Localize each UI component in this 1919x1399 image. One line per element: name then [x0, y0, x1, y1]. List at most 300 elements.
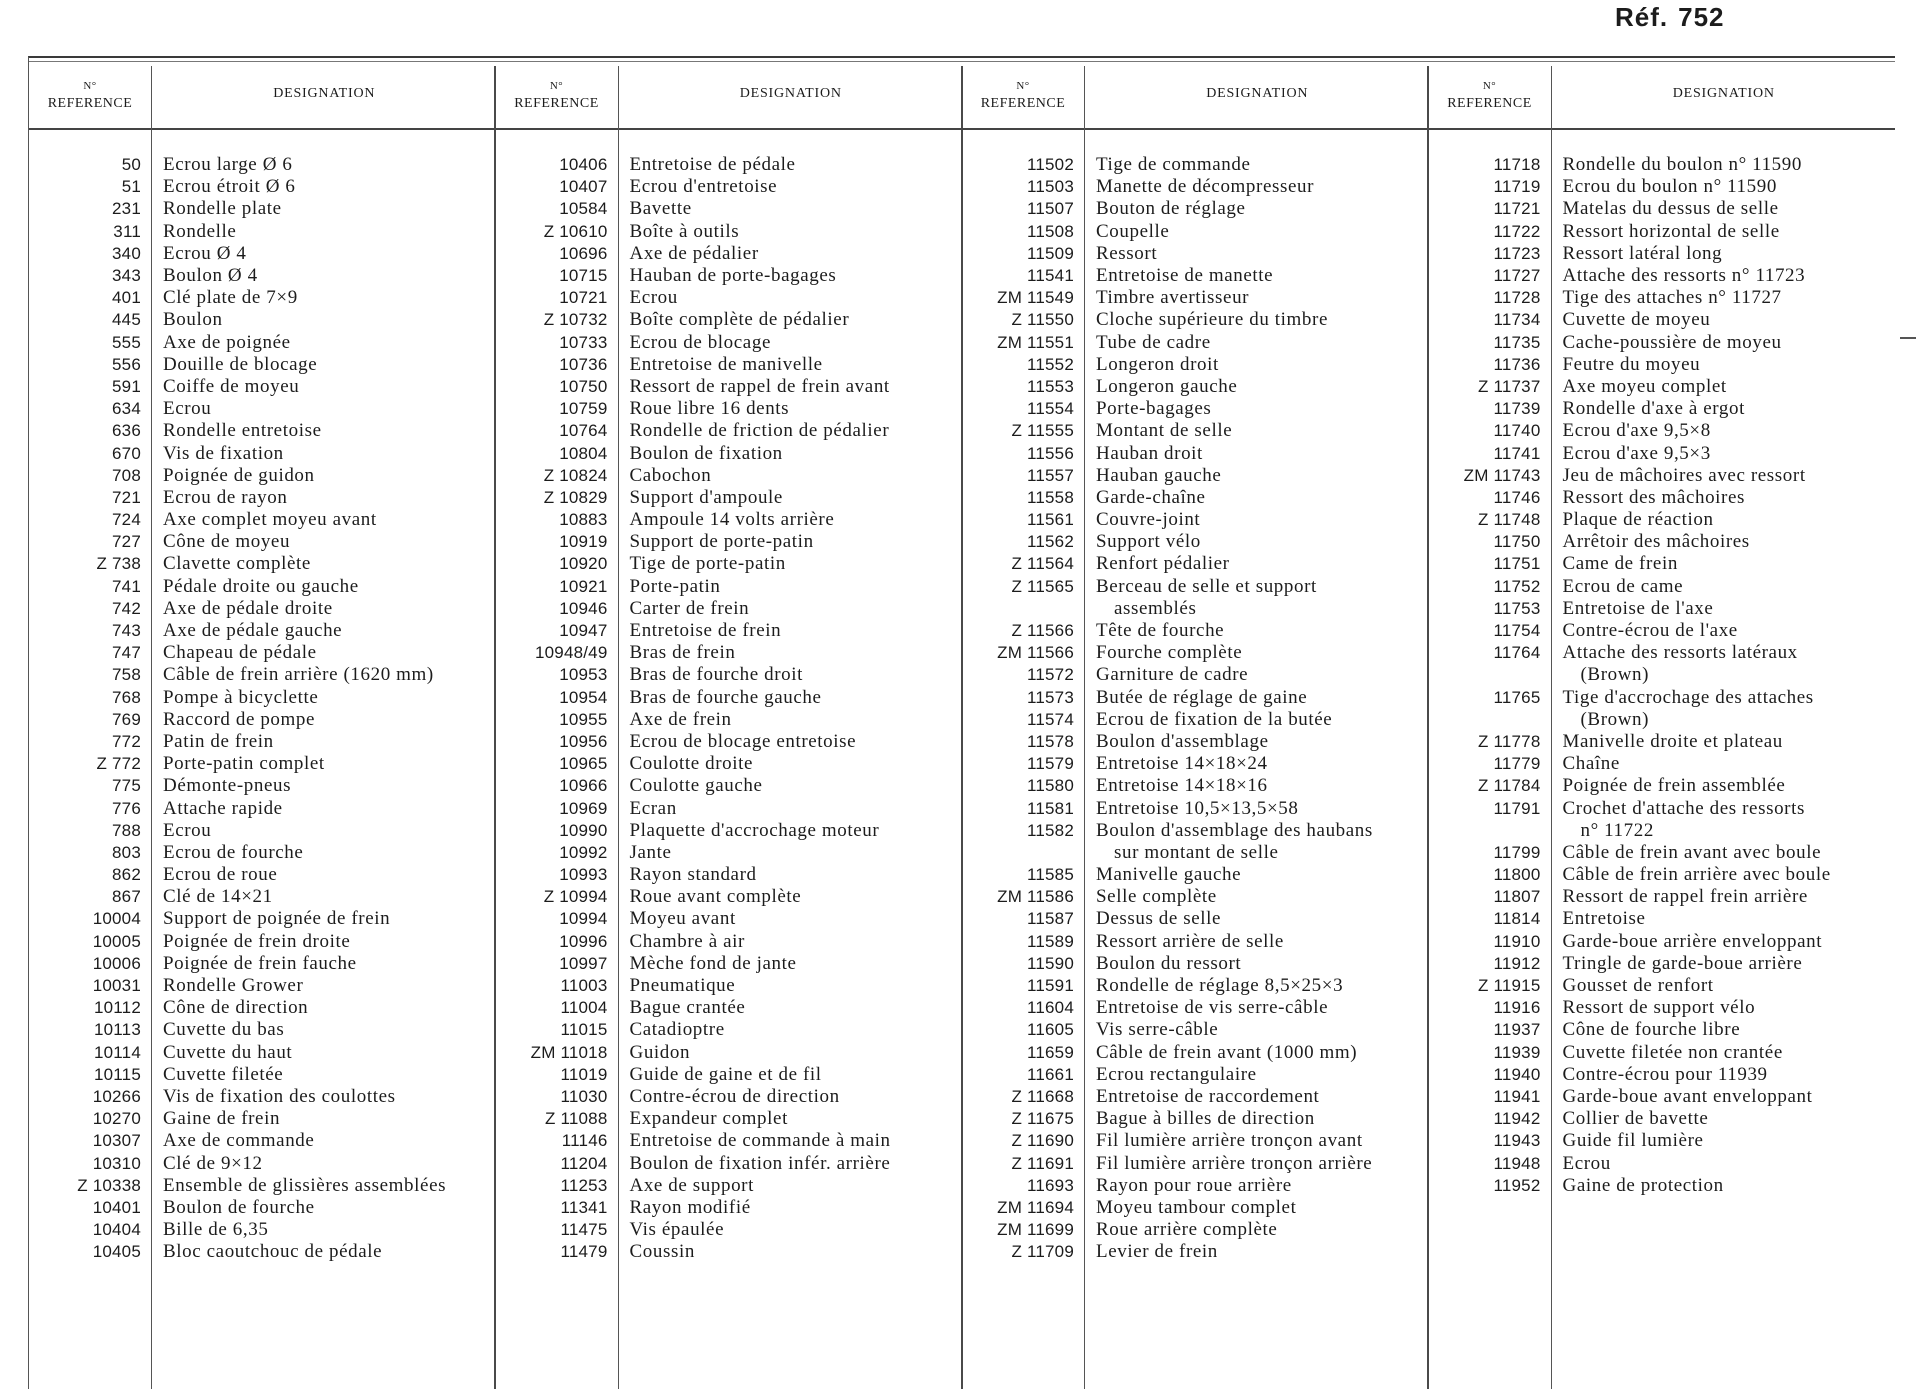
part-designation: Entretoise de pédale [629, 154, 796, 176]
part-designation: Montant de selle [1096, 420, 1233, 442]
part-designation: Patin de frein [163, 730, 274, 752]
table-row [29, 198, 496, 220]
part-reference: 10953 [559, 665, 608, 685]
part-designation: Garniture de cadre [1096, 664, 1249, 686]
table-row [496, 953, 963, 975]
table-row [496, 243, 963, 265]
part-designation: Boulon de fixation [629, 442, 783, 464]
table-row [1429, 864, 1896, 886]
part-designation: Cône de fourche libre [1562, 1019, 1741, 1041]
part-reference: 10112 [93, 998, 141, 1018]
part-reference: 11019 [560, 1064, 608, 1084]
table-row [29, 931, 496, 953]
reference-header-label: REFERENCE [514, 96, 599, 111]
part-designation: Entretoise de vis serre-câble [1096, 997, 1329, 1019]
table-row [1429, 1019, 1896, 1041]
part-reference: 11939 [1493, 1042, 1541, 1062]
part-reference: Z 11778 [1477, 731, 1541, 751]
part-designation: Rondelle plate [163, 198, 282, 220]
table-row [1429, 753, 1896, 775]
part-designation: Ecrou [629, 287, 678, 309]
part-designation: Matelas du dessus de selle [1562, 198, 1779, 220]
part-reference: 11589 [1026, 931, 1074, 951]
part-reference: Z 11915 [1477, 976, 1541, 996]
part-designation: Entretoise de frein [629, 620, 782, 642]
table-row [496, 731, 963, 753]
table-row [962, 1086, 1429, 1108]
part-reference: 10405 [92, 1242, 141, 1262]
part-reference: 11605 [1026, 1020, 1074, 1040]
table-row [496, 1152, 963, 1174]
table-row [1429, 1064, 1896, 1086]
part-designation: Coupelle [1096, 220, 1170, 242]
table-rows [962, 154, 1429, 1263]
table-row [962, 442, 1429, 464]
part-designation: n° 11722 [1580, 819, 1654, 841]
part-reference: 11943 [1493, 1131, 1541, 1151]
part-reference: 11590 [1026, 953, 1074, 973]
part-reference: 591 [112, 376, 141, 396]
table-row [29, 1130, 496, 1152]
part-reference: 11739 [1493, 399, 1541, 419]
part-designation: Attache des ressorts n° 11723 [1562, 265, 1806, 287]
part-designation: Axe moyeu complet [1562, 375, 1727, 397]
part-designation: Tube de cadre [1096, 331, 1211, 353]
part-designation: Plaque de réaction [1562, 509, 1714, 531]
table-column-4 [1429, 66, 1896, 1389]
part-reference: 11728 [1493, 288, 1541, 308]
part-designation: Roue arrière complète [1096, 1219, 1278, 1241]
table-row [962, 287, 1429, 309]
reference-header [496, 78, 618, 112]
part-reference: 10965 [559, 754, 608, 774]
part-reference: 10955 [559, 709, 608, 729]
part-reference: 11591 [1026, 976, 1074, 996]
table-row [496, 642, 963, 664]
part-designation: Feutre du moyeu [1562, 353, 1701, 375]
table-row [29, 442, 496, 464]
table-row [29, 1152, 496, 1174]
table-row [29, 420, 496, 442]
part-reference: 11910 [1493, 931, 1541, 951]
part-designation: Dessus de selle [1096, 908, 1222, 930]
table-row [496, 1019, 963, 1041]
part-reference: 11580 [1026, 776, 1074, 796]
table-row [496, 1130, 963, 1152]
part-designation: Longeron droit [1096, 353, 1219, 375]
part-reference: 10721 [559, 288, 608, 308]
part-designation: Ressort horizontal de selle [1562, 220, 1780, 242]
table-row [29, 176, 496, 198]
part-designation: Rondelle de réglage 8,5×25×3 [1096, 975, 1344, 997]
table-row [1429, 908, 1896, 930]
table-row [29, 997, 496, 1019]
part-designation: Entretoise [1562, 908, 1646, 930]
part-designation: Ecrou Ø 4 [163, 242, 247, 264]
part-reference: Z 10610 [543, 221, 608, 241]
part-designation: Pédale droite ou gauche [163, 575, 359, 597]
edge-mark [1900, 337, 1916, 339]
table-row [496, 420, 963, 442]
part-designation: Clé de 9×12 [163, 1152, 263, 1174]
part-designation: Câble de frein avant avec boule [1562, 841, 1822, 863]
table-row [1429, 598, 1896, 620]
table-row [29, 886, 496, 908]
part-reference: 10715 [559, 266, 608, 286]
part-reference: 10956 [559, 731, 608, 751]
part-reference: Z 11709 [1011, 1242, 1074, 1262]
part-reference: 11573 [1026, 687, 1074, 707]
part-designation: (Brown) [1580, 708, 1650, 730]
part-designation: Attache des ressorts latéraux [1562, 642, 1798, 664]
part-designation: Tige de commande [1096, 154, 1251, 176]
part-reference: 10804 [559, 443, 608, 463]
table-row [1429, 398, 1896, 420]
part-designation: Plaquette d'accrochage moteur [629, 819, 880, 841]
table-row [1429, 576, 1896, 598]
part-designation: Boulon d'assemblage des haubans [1096, 819, 1373, 841]
part-reference: 11719 [1493, 177, 1541, 197]
table-row [29, 908, 496, 930]
part-reference: 11722 [1493, 221, 1541, 241]
part-designation: Fourche complète [1096, 642, 1243, 664]
table-row [1429, 731, 1896, 753]
part-designation: Boulon Ø 4 [163, 265, 258, 287]
table-row [29, 332, 496, 354]
part-reference: ZM 11549 [997, 288, 1074, 308]
part-designation: Boulon du ressort [1096, 952, 1242, 974]
part-designation: Boulon de fourche [163, 1196, 315, 1218]
table-row [496, 576, 963, 598]
table-row [1429, 775, 1896, 797]
table-row [962, 576, 1429, 598]
part-designation: Butée de réglage de gaine [1096, 686, 1308, 708]
part-reference: 11585 [1026, 865, 1074, 885]
table-row [29, 509, 496, 531]
table-row [29, 576, 496, 598]
part-reference: ZM 11694 [997, 1197, 1074, 1217]
part-designation: Vis de fixation [163, 442, 284, 464]
part-designation: Bague crantée [629, 997, 746, 1019]
table-row [496, 975, 963, 997]
part-reference: 10733 [559, 332, 608, 352]
part-reference: 11587 [1026, 909, 1074, 929]
part-reference: 11204 [560, 1153, 608, 1173]
part-reference: 10997 [559, 953, 608, 973]
part-reference: 11562 [1026, 532, 1074, 552]
part-designation: Bras de frein [629, 642, 736, 664]
part-designation: Couvre-joint [1096, 509, 1201, 531]
part-designation: Ressort de rappel de frein avant [629, 375, 890, 397]
part-reference: Z 11668 [1011, 1086, 1074, 1106]
table-row [496, 531, 963, 553]
table-row [962, 332, 1429, 354]
table-row [1429, 931, 1896, 953]
part-reference: 10406 [559, 155, 608, 175]
table-row [496, 354, 963, 376]
table-row [962, 664, 1429, 686]
part-reference: 11727 [1493, 266, 1541, 286]
part-designation: Cloche supérieure du timbre [1096, 309, 1328, 331]
part-designation: Collier de bavette [1562, 1108, 1709, 1130]
table-row-continuation [962, 598, 1429, 620]
part-reference: 11552 [1026, 354, 1074, 374]
part-designation: Axe de poignée [163, 331, 291, 353]
table-row [29, 1108, 496, 1130]
table-row [1429, 1175, 1896, 1197]
part-reference: 867 [112, 887, 141, 907]
part-reference: 10954 [559, 687, 608, 707]
part-designation: Vis de fixation des coulottes [163, 1085, 396, 1107]
part-designation: sur montant de selle [1114, 841, 1279, 863]
part-designation: Entretoise 10,5×13,5×58 [1096, 797, 1299, 819]
part-designation: Douille de blocage [163, 353, 318, 375]
table-row [29, 687, 496, 709]
table-row [496, 376, 963, 398]
part-designation: Ecrou large Ø 6 [163, 154, 293, 176]
part-reference: 727 [112, 532, 141, 552]
part-designation: Bouton de réglage [1096, 198, 1246, 220]
table-row [962, 265, 1429, 287]
part-reference: 231 [112, 199, 141, 219]
table-row [29, 1019, 496, 1041]
part-designation: Came de frein [1562, 553, 1678, 575]
table-row [962, 908, 1429, 930]
part-reference: 311 [113, 221, 141, 241]
part-reference: 11746 [1493, 487, 1541, 507]
part-reference: 11003 [560, 976, 608, 996]
table-row [1429, 198, 1896, 220]
part-designation: Ressort de support vélo [1562, 997, 1756, 1019]
table-row [29, 221, 496, 243]
part-reference: 11779 [1493, 754, 1541, 774]
table-row [962, 1130, 1429, 1152]
table-row [29, 309, 496, 331]
part-designation: Ecrou [1562, 1152, 1611, 1174]
part-reference: 11916 [1493, 998, 1541, 1018]
part-reference: 11735 [1493, 332, 1541, 352]
part-reference: 555 [112, 332, 141, 352]
part-reference: 11579 [1026, 754, 1074, 774]
table-row [29, 465, 496, 487]
part-designation: Entretoise 14×18×24 [1096, 753, 1268, 775]
part-reference: Z 11564 [1011, 554, 1074, 574]
part-designation: Rondelle du boulon n° 11590 [1562, 154, 1802, 176]
table-row [962, 420, 1429, 442]
part-reference: 11752 [1493, 576, 1541, 596]
part-reference: 11503 [1026, 177, 1074, 197]
part-designation: Ecrou de came [1562, 575, 1684, 597]
table-row [29, 775, 496, 797]
table-row [1429, 1086, 1896, 1108]
part-designation: Cuvette du bas [163, 1019, 285, 1041]
part-reference: 10969 [559, 798, 608, 818]
part-reference: Z 11675 [1011, 1109, 1074, 1129]
part-reference: 10992 [559, 842, 608, 862]
part-designation: Clé plate de 7×9 [163, 287, 298, 309]
part-designation: Ressort des mâchoires [1562, 486, 1746, 508]
part-designation: Entretoise de raccordement [1096, 1085, 1320, 1107]
part-designation: Ecrou étroit Ø 6 [163, 176, 296, 198]
part-reference: 11751 [1493, 554, 1541, 574]
part-designation: Clavette complète [163, 553, 311, 575]
part-reference: 10113 [93, 1020, 141, 1040]
part-designation: Entretoise de commande à main [629, 1130, 891, 1152]
table-row [1429, 886, 1896, 908]
table-row [29, 864, 496, 886]
table-row [496, 442, 963, 464]
part-reference: ZM 11018 [530, 1042, 608, 1062]
part-designation: Ensemble de glissières assemblées [163, 1174, 447, 1196]
part-designation: Axe de pédale droite [163, 597, 333, 619]
part-designation: Câble de frein arrière (1620 mm) [163, 664, 434, 686]
part-reference: 803 [112, 842, 141, 862]
table-row [29, 642, 496, 664]
part-reference: ZM 11699 [997, 1220, 1074, 1240]
table-row [962, 753, 1429, 775]
part-reference: 10584 [559, 199, 608, 219]
part-designation: Mèche fond de jante [629, 952, 797, 974]
part-reference: 776 [112, 798, 141, 818]
part-reference: 11718 [1493, 155, 1541, 175]
part-reference: 11723 [1493, 243, 1541, 263]
designation-header: DESIGNATION [273, 86, 376, 101]
part-reference: Z 10338 [77, 1175, 141, 1195]
part-reference: 11941 [1493, 1086, 1541, 1106]
part-reference: 11750 [1493, 532, 1541, 552]
part-designation: Ecrou d'axe 9,5×3 [1562, 442, 1711, 464]
table-row [962, 531, 1429, 553]
table-row [1429, 442, 1896, 464]
part-designation: Boulon [163, 309, 223, 331]
table-row [496, 775, 963, 797]
table-row [29, 598, 496, 620]
part-reference: 11572 [1026, 665, 1074, 685]
part-reference: Z 11566 [1011, 621, 1074, 641]
part-reference: 768 [112, 687, 141, 707]
part-reference: 11659 [1026, 1042, 1074, 1062]
part-reference: 11557 [1026, 465, 1074, 485]
part-designation: Poignée de frein droite [163, 930, 351, 952]
part-reference: 11146 [561, 1131, 608, 1151]
part-reference: 445 [112, 310, 141, 330]
part-designation: Guidon [629, 1041, 691, 1063]
table-row [1429, 975, 1896, 997]
part-designation: Crochet d'attache des ressorts [1562, 797, 1805, 819]
table-row [962, 1064, 1429, 1086]
table-row [29, 664, 496, 686]
table-row [962, 376, 1429, 398]
part-designation: Axe de frein [629, 708, 732, 730]
part-designation: Ecrou de rayon [163, 486, 288, 508]
part-designation: Ecrou de fixation de la butée [1096, 708, 1333, 730]
part-designation: Vis serre-câble [1096, 1019, 1219, 1041]
part-reference: 11736 [1493, 354, 1541, 374]
part-designation: Cache-poussière de moyeu [1562, 331, 1782, 353]
table-row [962, 487, 1429, 509]
part-designation: Cuvette du haut [163, 1041, 293, 1063]
table-row-continuation [1429, 820, 1896, 842]
table-row [29, 1241, 496, 1263]
table-row [1429, 797, 1896, 819]
table-row [496, 176, 963, 198]
table-row [29, 842, 496, 864]
part-reference: 10920 [559, 554, 608, 574]
part-reference: 10993 [559, 865, 608, 885]
part-reference: 11015 [560, 1020, 608, 1040]
part-designation: Levier de frein [1096, 1241, 1218, 1263]
part-designation: Tige d'accrochage des attaches [1562, 686, 1814, 708]
table-row [496, 864, 963, 886]
table-row [1429, 1152, 1896, 1174]
part-reference: 10759 [559, 399, 608, 419]
table-row [1429, 997, 1896, 1019]
part-reference: 401 [112, 288, 141, 308]
part-reference: 10004 [92, 909, 141, 929]
part-reference: 11942 [1493, 1109, 1541, 1129]
part-designation: Expandeur complet [629, 1108, 788, 1130]
part-reference: ZM 11566 [997, 643, 1074, 663]
part-reference: Z 10732 [543, 310, 608, 330]
part-reference: 11507 [1026, 199, 1074, 219]
table-row [1429, 287, 1896, 309]
part-designation: Catadioptre [629, 1019, 725, 1041]
table-row [1429, 642, 1896, 664]
column-header [962, 66, 1429, 130]
table-row [29, 797, 496, 819]
table-row [496, 1175, 963, 1197]
part-reference: 758 [112, 665, 141, 685]
part-reference: 10696 [559, 243, 608, 263]
part-designation: Moyeu avant [629, 908, 736, 930]
part-designation: Chambre à air [629, 930, 745, 952]
part-designation: Bloc caoutchouc de pédale [163, 1241, 383, 1263]
part-designation: Garde-boue arrière enveloppant [1562, 930, 1823, 952]
part-reference: 772 [112, 731, 141, 751]
table-row [496, 753, 963, 775]
part-designation: Gaine de protection [1562, 1174, 1724, 1196]
table-row [1429, 1108, 1896, 1130]
table-row [29, 953, 496, 975]
part-reference: 10005 [92, 931, 141, 951]
page-reference-number: 752 [1678, 2, 1725, 32]
table-row [962, 731, 1429, 753]
table-row [29, 531, 496, 553]
part-reference: 11561 [1026, 510, 1074, 530]
part-reference: 11004 [560, 998, 608, 1018]
column-header [29, 66, 496, 130]
part-reference: Z 10824 [543, 465, 608, 485]
part-reference: 11030 [560, 1086, 608, 1106]
table-row [496, 1086, 963, 1108]
table-rows [496, 154, 963, 1263]
part-reference: Z 11690 [1011, 1131, 1074, 1151]
table-row [496, 1064, 963, 1086]
part-reference: 10401 [92, 1197, 141, 1217]
table-row [962, 620, 1429, 642]
part-reference: 11740 [1493, 421, 1541, 441]
part-designation: Contre-écrou de direction [629, 1085, 840, 1107]
part-designation: Fil lumière arrière tronçon arrière [1096, 1152, 1373, 1174]
table-row [1429, 176, 1896, 198]
part-reference: 10750 [559, 376, 608, 396]
table-row [1429, 243, 1896, 265]
table-row [496, 465, 963, 487]
part-reference: 10407 [559, 177, 608, 197]
part-reference: 10947 [559, 621, 608, 641]
table-row [962, 354, 1429, 376]
part-reference: 11558 [1026, 487, 1074, 507]
